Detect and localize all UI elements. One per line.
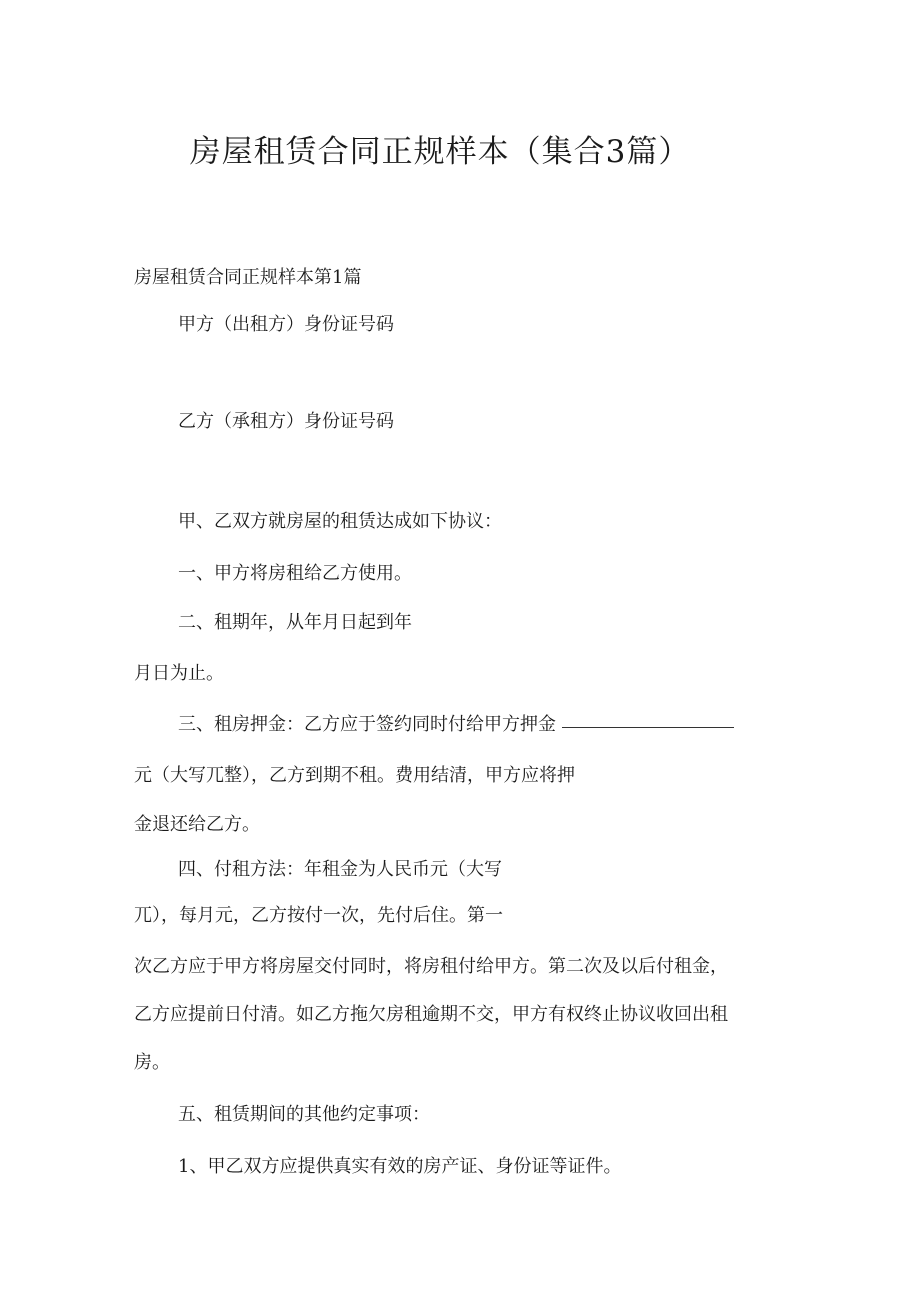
section-heading: 房屋租赁合同正规样本第1篇: [134, 267, 362, 288]
paragraph-line: 元（大写兀整），乙方到期不租。费用结清，甲方应将押: [134, 765, 575, 786]
paragraph-line: 兀），每月元，乙方按付一次，先付后住。第一: [134, 905, 503, 926]
paragraph-line: 金退还给乙方。: [134, 814, 260, 835]
paragraph-line: 次乙方应于甲方将房屋交付同时，将房租付给甲方。第二次及以后付租金，: [134, 956, 728, 977]
document-title: 房屋租赁合同正规样本（集合3篇）: [189, 134, 691, 170]
paragraph-line: 三、租房押金：乙方应于签约同时付给甲方押金: [178, 714, 556, 735]
paragraph-line: 一、甲方将房租给乙方使用。: [178, 563, 412, 584]
paragraph-line: 甲、乙双方就房屋的租赁达成如下协议：: [178, 511, 502, 532]
paragraph-line: 乙方（承租方）身份证号码: [178, 411, 394, 432]
paragraph-line: 五、租赁期间的其他约定事项：: [178, 1104, 430, 1125]
paragraph-line: 乙方应提前日付清。如乙方拖欠房租逾期不交，甲方有权终止协议收回出租: [134, 1004, 728, 1025]
paragraph-line: 甲方（出租方）身份证号码: [178, 314, 394, 335]
deposit-blank: [562, 727, 734, 728]
paragraph-line: 月日为止。: [134, 663, 224, 684]
paragraph-line: 二、租期年，从年月日起到年: [178, 612, 412, 633]
paragraph-line: 房。: [134, 1052, 170, 1073]
deposit-line: [178, 713, 734, 737]
paragraph-line: 四、付租方法：年租金为人民币元（大写: [178, 859, 502, 880]
paragraph-line: 1、甲乙双方应提供真实有效的房产证、身份证等证件。: [178, 1156, 622, 1177]
